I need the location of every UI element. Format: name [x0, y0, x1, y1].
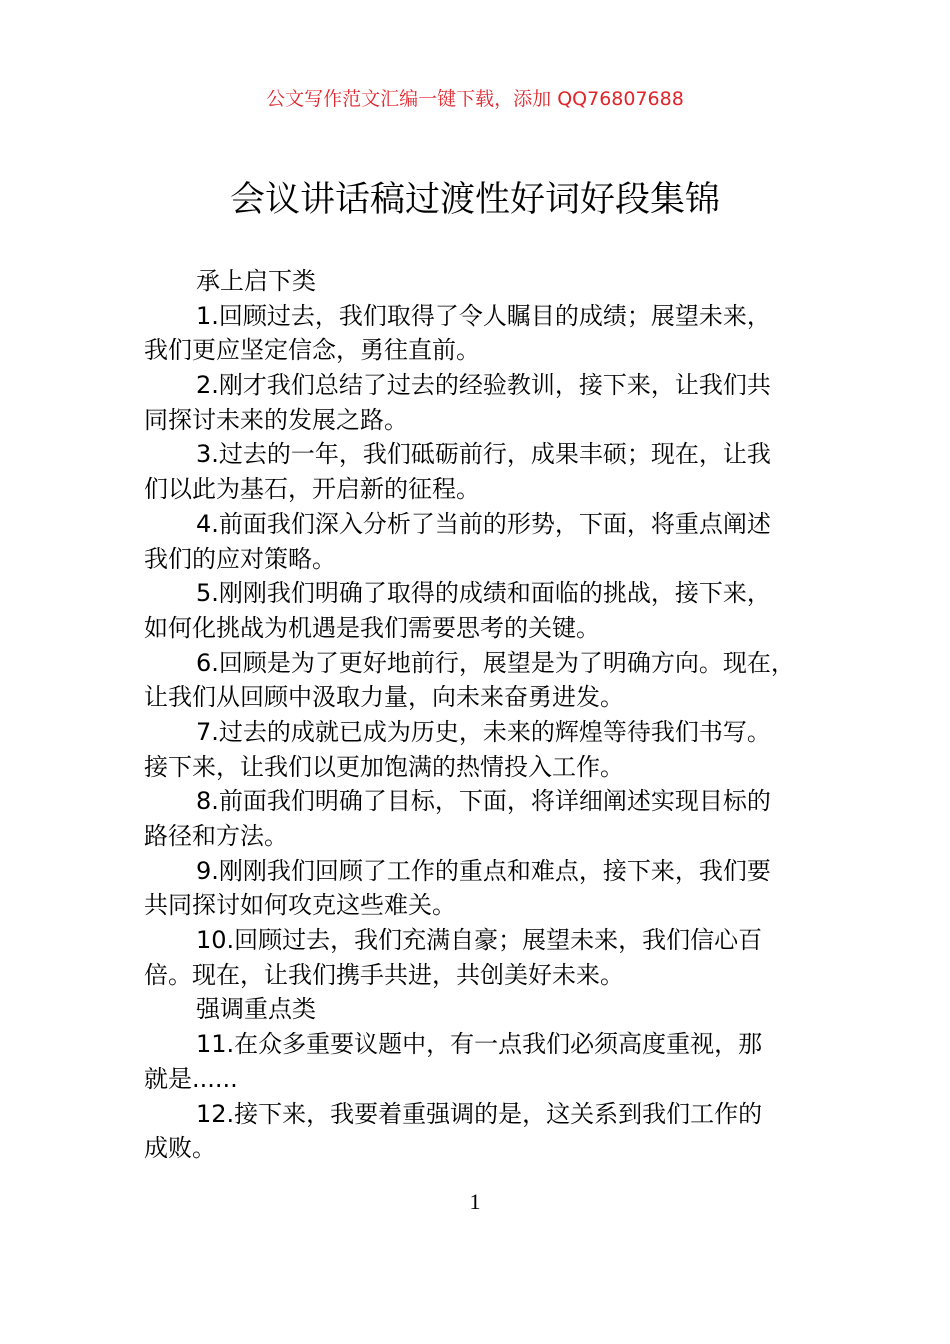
page-number: 1: [469, 1189, 481, 1214]
text-line: 接下来，让我们以更加饱满的热情投入工作。: [144, 752, 624, 781]
text-line: 如何化挑战为机遇是我们需要思考的关键。: [144, 613, 600, 642]
text-line: 7.过去的成就已成为历史，未来的辉煌等待我们书写。: [196, 717, 771, 746]
text-line: 2.刚才我们总结了过去的经验教训，接下来，让我们共: [196, 371, 771, 400]
text-line: 我们的应对策略。: [144, 544, 336, 573]
text-line: 12.接下来，我要着重强调的是，这关系到我们工作的: [196, 1099, 763, 1128]
text-line: 共同探讨如何攻克这些难关。: [144, 891, 456, 920]
document-body: [144, 264, 834, 1166]
text-line: 强调重点类: [196, 995, 316, 1024]
text-line: 1.回顾过去，我们取得了令人瞩目的成绩；展望未来，: [196, 301, 771, 330]
text-line: 承上启下类: [196, 267, 316, 295]
text-line: 3.过去的一年，我们砥砺前行，成果丰硕；现在，让我: [196, 440, 771, 469]
text-line: 9.刚刚我们回顾了工作的重点和难点，接下来，我们要: [196, 856, 771, 885]
text-line: 路径和方法。: [144, 822, 288, 850]
text-line: 10.回顾过去，我们充满自豪；展望未来，我们信心百: [196, 926, 763, 955]
text-line: 5.刚刚我们明确了取得的成绩和面临的挑战，接下来，: [196, 579, 771, 608]
document-title: 会议讲话稿过渡性好词好段集锦: [229, 180, 720, 220]
download-banner: 公文写作范文汇编一键下载，添加 QQ76807688: [266, 88, 684, 110]
text-line: 8.前面我们明确了目标，下面，将详细阐述实现目标的: [196, 787, 771, 816]
text-line: 就是......: [144, 1064, 238, 1093]
text-line: 让我们从回顾中汲取力量，向未来奋勇进发。: [144, 683, 624, 712]
text-line: 倍。现在，让我们携手共进，共创美好未来。: [144, 960, 624, 989]
text-line: 们以此为基石，开启新的征程。: [144, 475, 480, 504]
text-line: 成败。: [144, 1134, 216, 1163]
text-line: 11.在众多重要议题中，有一点我们必须高度重视，那: [196, 1030, 763, 1059]
text-line: 同探讨未来的发展之路。: [144, 405, 408, 434]
text-line: 我们更应坚定信念，勇往直前。: [144, 336, 480, 365]
text-line: 6.回顾是为了更好地前行，展望是为了明确方向。现在，: [196, 648, 795, 677]
text-line: 4.前面我们深入分析了当前的形势，下面，将重点阐述: [196, 509, 771, 538]
